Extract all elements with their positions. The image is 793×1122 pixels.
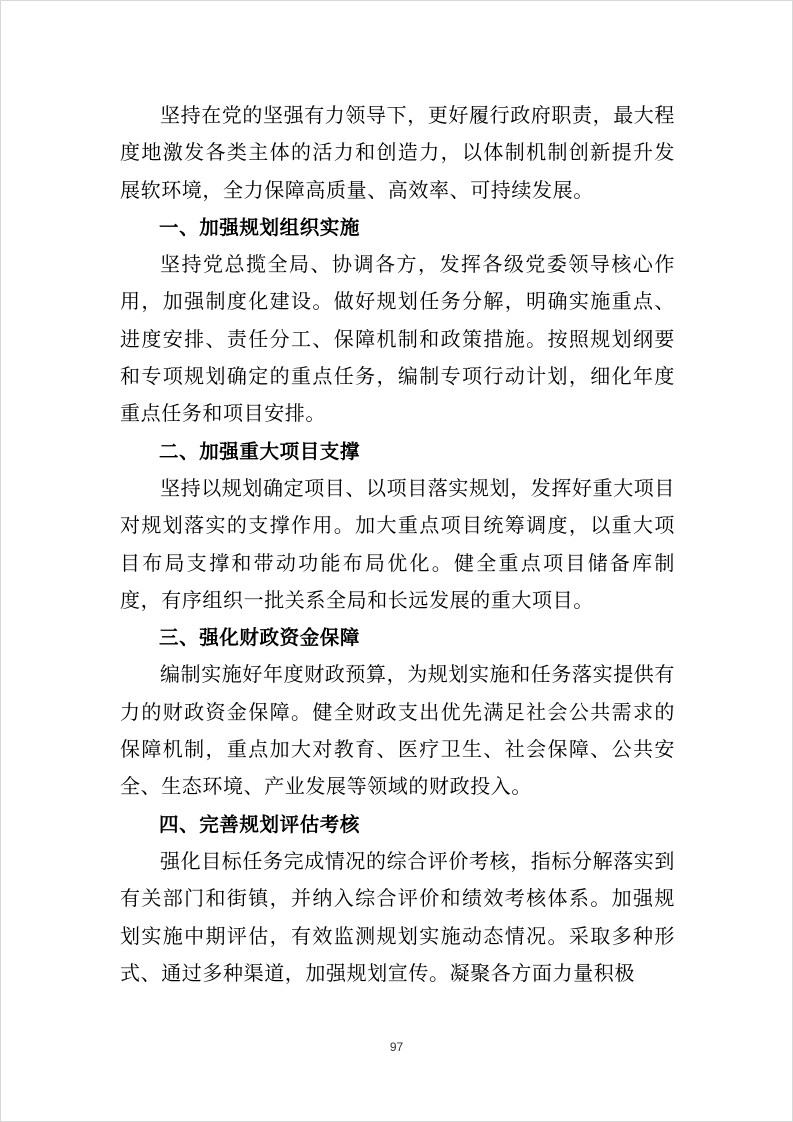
paragraph-section-1: 坚持党总揽全局、协调各方，发挥各级党委领导核心作用，加强制度化建设。做好规划任务分解，明确实施重点、进度安排、责任分工、保障机制和政策措施。按照规划纲要和专项规划确定的重点任务，编制专项行动计划，细化年度重点任务和项目安排。 (120, 252, 675, 426)
section-heading-3: 三、强化财政资金保障 (159, 626, 361, 650)
paragraph-section-4: 强化目标任务完成情况的综合评价考核，指标分解落实到有关部门和街镇，并纳入综合评价和绩效考核体系。加强规划实施中期评估，有效监测规划实施动态情况。采取多种形式、通过多种渠道，加强规划宣传。凝聚各方面力量积极 (120, 848, 675, 985)
page-number: 97 (389, 1040, 404, 1054)
section-heading-4: 四、完善规划评估考核 (159, 812, 361, 836)
section-heading-1: 一、加强规划组织实施 (159, 215, 361, 239)
paragraph-section-3: 编制实施好年度财政预算，为规划实施和任务落实提供有力的财政资金保障。健全财政支出优先满足社会公共需求的保障机制，重点加大对教育、医疗卫生、社会保障、公共安全、生态环境、产业发展等领域的财政投入。 (120, 662, 675, 799)
paragraph-section-2: 坚持以规划确定项目、以项目落实规划，发挥好重大项目对规划落实的支撑作用。加大重点项目统筹调度，以重大项目布局支撑和带动功能布局优化。健全重点项目储备库制度，有序组织一批关系全局和长远发展的重大项目。 (120, 475, 675, 612)
document-body (120, 97, 675, 992)
section-heading-2: 二、加强重大项目支撑 (159, 439, 361, 463)
paragraph-intro: 坚持在党的坚强有力领导下，更好履行政府职责，最大程度地激发各类主体的活力和创造力，以体制机制创新提升发展软环境，全力保障高质量、高效率、可持续发展。 (120, 103, 675, 202)
